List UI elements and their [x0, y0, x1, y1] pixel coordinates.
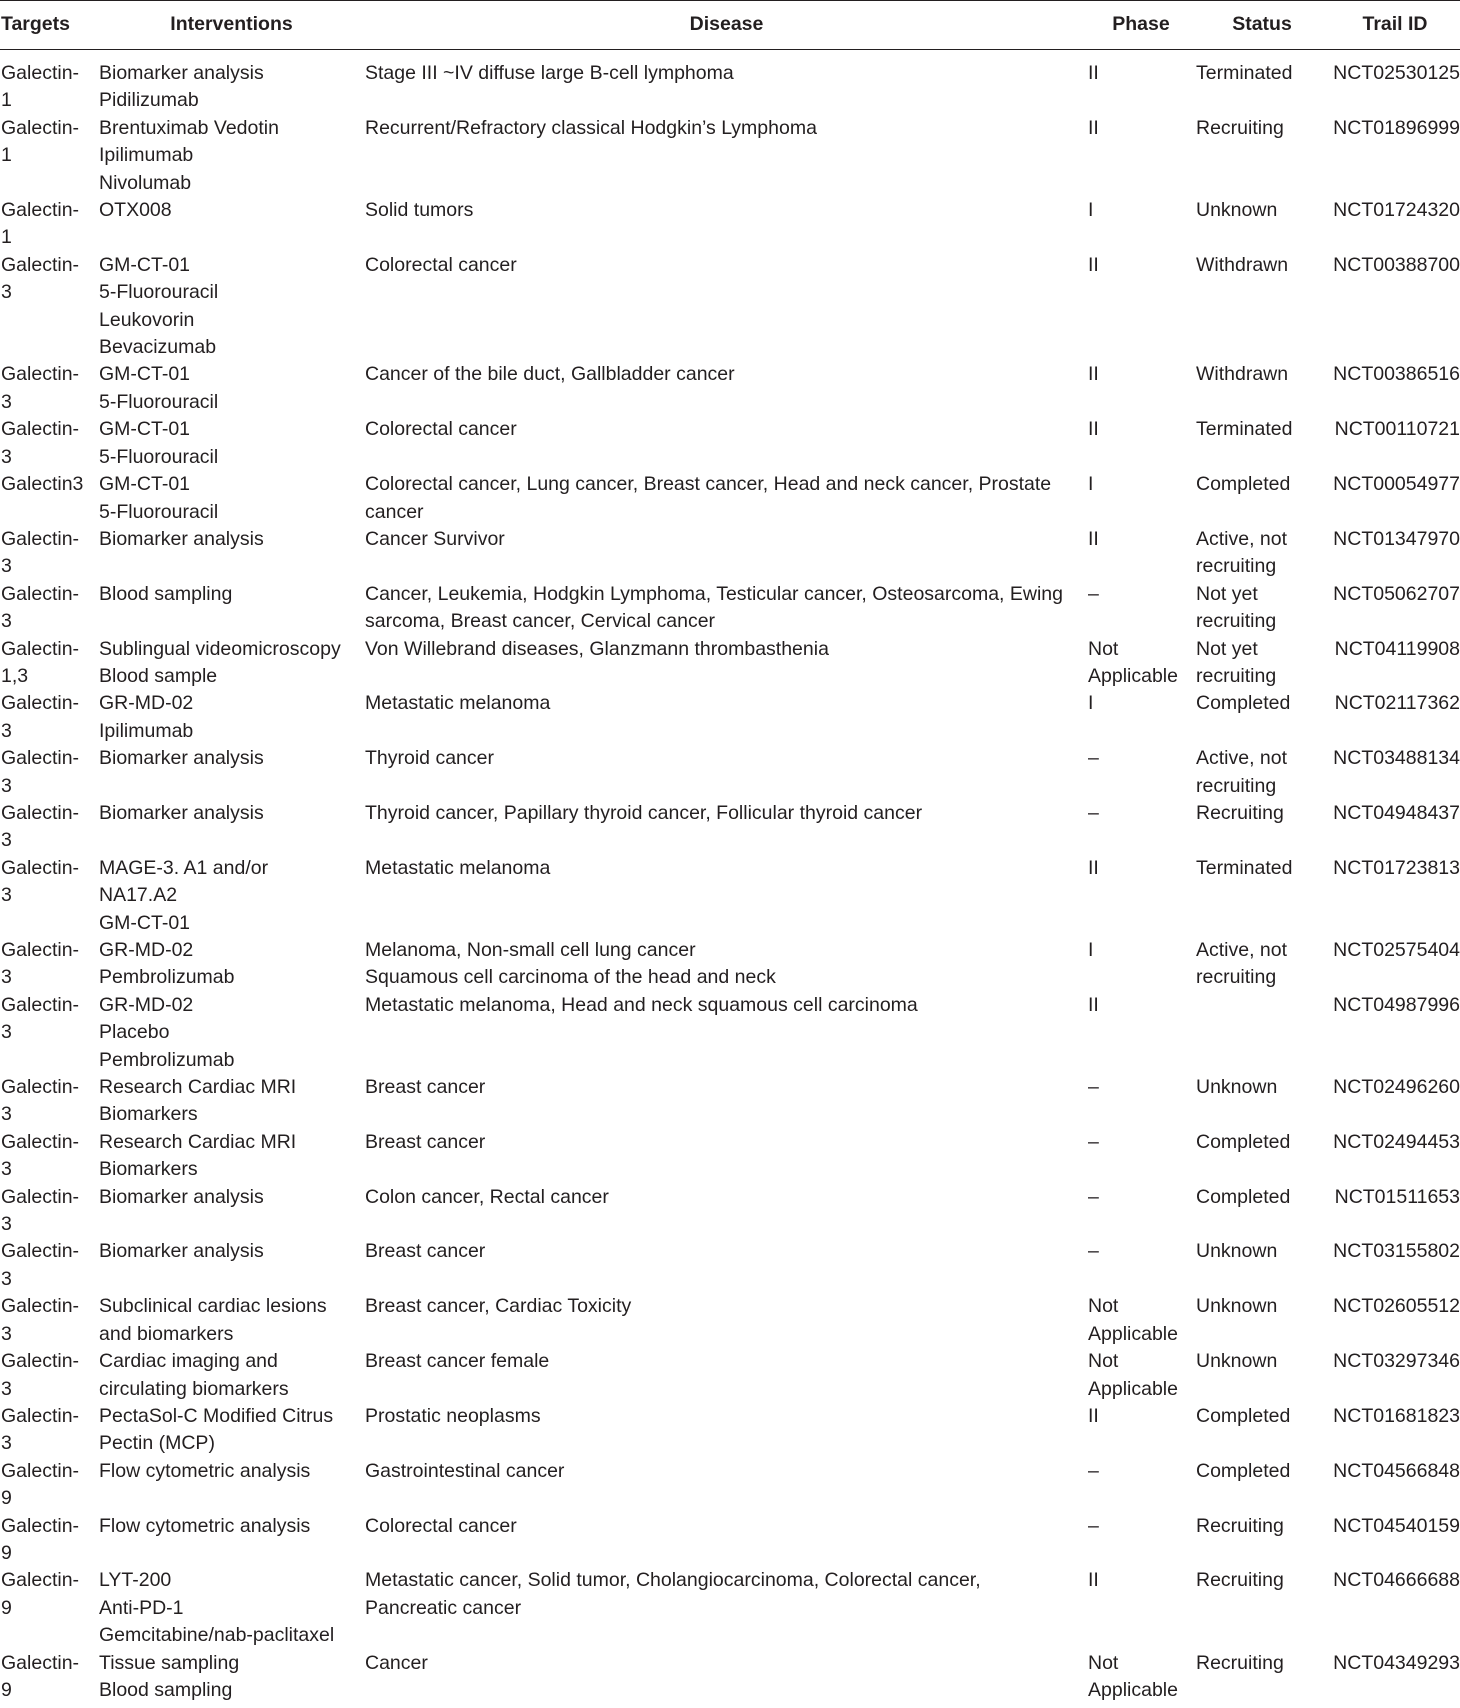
cell-target: Galectin3 — [1, 473, 84, 496]
cell-status: Recruiting — [1196, 801, 1284, 824]
table-row — [0, 581, 1460, 636]
cell-target: Galectin- 3 — [1, 801, 80, 852]
table-row — [0, 1238, 1460, 1293]
cell-target: Galectin- 3 — [1, 527, 80, 578]
cell-target: Galectin- 1 — [1, 116, 80, 167]
cell-interventions: Biomarker analysis — [99, 527, 264, 550]
cell-target: Galectin- 3 — [1, 939, 80, 989]
cell-phase: II — [1088, 116, 1099, 139]
cell-phase: Not Applicable — [1088, 1651, 1178, 1701]
cell-target: Galectin- 9 — [1, 1514, 80, 1564]
cell-disease: Gastrointestinal cancer — [365, 1459, 565, 1482]
cell-interventions: Research Cardiac MRI Biomarkers — [99, 1130, 297, 1181]
table-row — [0, 800, 1460, 855]
cell-interventions: Brentuximab Vedotin Ipilimumab Nivolumab — [99, 116, 279, 194]
header-disease: Disease — [365, 1, 1088, 50]
cell-interventions: PectaSol-C Modified Citrus Pectin (MCP) — [99, 1404, 334, 1455]
cell-target: Galectin- 3 — [1, 582, 80, 633]
cell-status: Completed — [1196, 1130, 1291, 1153]
cell-disease: Solid tumors — [365, 199, 474, 222]
cell-phase: II — [1088, 62, 1099, 84]
cell-trial-id: NCT03155802 — [1333, 1240, 1460, 1263]
cell-phase: – — [1088, 1130, 1099, 1153]
cell-target: Galectin- 3 — [1, 253, 80, 304]
cell-disease: Colorectal cancer, Lung cancer, Breast cancer, Head and neck cancer, Prostate cancer — [365, 473, 1052, 523]
table-row — [0, 1458, 1460, 1513]
cell-trial-id: NCT02530125 — [1333, 62, 1460, 84]
cell-trial-id: NCT04349293 — [1333, 1651, 1460, 1674]
cell-phase: II — [1088, 856, 1099, 879]
cell-trial-id: NCT02605512 — [1333, 1295, 1460, 1318]
table-row — [0, 855, 1460, 937]
cell-phase: I — [1088, 199, 1094, 222]
cell-interventions: MAGE-3. A1 and/or NA17.A2 GM-CT-01 — [99, 856, 269, 934]
cell-status: Unknown — [1196, 1076, 1278, 1099]
cell-phase: Not Applicable — [1088, 637, 1178, 687]
cell-status: Recruiting — [1196, 116, 1284, 139]
cell-interventions: GM-CT-01 5-Fluorouracil — [99, 473, 219, 523]
table-row — [0, 1074, 1460, 1129]
header-interventions: Interventions — [98, 1, 365, 50]
cell-status: Completed — [1196, 692, 1291, 715]
cell-target: Galectin- 3 — [1, 1404, 80, 1455]
cell-disease: Colorectal cancer — [365, 418, 517, 441]
cell-disease: Colorectal cancer — [365, 1514, 517, 1537]
cell-target: Galectin- 3 — [1, 1185, 80, 1236]
cell-interventions: Flow cytometric analysis — [99, 1514, 311, 1537]
table-row — [0, 252, 1460, 362]
cell-target: Galectin- 3 — [1, 1076, 80, 1126]
cell-trial-id: NCT01681823 — [1333, 1404, 1460, 1427]
cell-interventions: GR-MD-02 Pembrolizumab — [99, 939, 235, 989]
cell-target: Galectin- 3 — [1, 747, 80, 797]
cell-status: Completed — [1196, 473, 1291, 496]
cell-disease: Breast cancer — [365, 1076, 486, 1099]
cell-interventions: GM-CT-01 5-Fluorouracil Leukovorin Bevacizumab — [99, 253, 219, 359]
cell-phase: – — [1088, 1076, 1099, 1099]
cell-interventions: Biomarker analysis — [99, 801, 264, 824]
table-row — [0, 1293, 1460, 1348]
cell-status: Terminated — [1196, 418, 1293, 441]
table-row — [0, 50, 1460, 115]
cell-interventions: Tissue sampling Blood sampling — [99, 1651, 240, 1701]
table-row — [0, 471, 1460, 526]
table-row — [0, 416, 1460, 471]
cell-status: Unknown — [1196, 199, 1278, 222]
cell-status: Recruiting — [1196, 1569, 1284, 1592]
cell-trial-id: NCT04948437 — [1333, 801, 1460, 824]
header-trial-id: Trail ID — [1330, 1, 1460, 50]
cell-status: Completed — [1196, 1459, 1291, 1482]
cell-target: Galectin- 1 — [1, 62, 80, 112]
cell-disease: Cancer Survivor — [365, 527, 505, 550]
table-row — [0, 992, 1460, 1074]
cell-trial-id: NCT02496260 — [1333, 1076, 1460, 1099]
cell-status: Not yet recruiting — [1196, 637, 1277, 687]
cell-disease: Cancer — [365, 1651, 428, 1674]
table-row — [0, 937, 1460, 992]
cell-interventions: Sublingual videomicroscopy Blood sample — [99, 637, 341, 687]
cell-phase: – — [1088, 1459, 1099, 1482]
cell-status: Recruiting — [1196, 1651, 1284, 1674]
cell-status: Active, not recruiting — [1196, 747, 1288, 797]
cell-disease: Breast cancer, Cardiac Toxicity — [365, 1295, 632, 1318]
table-row — [0, 636, 1460, 691]
cell-phase: II — [1088, 253, 1099, 276]
cell-target: Galectin- 3 — [1, 856, 80, 907]
cell-disease: Cancer of the bile duct, Gallbladder cancer — [365, 363, 735, 386]
header-phase: Phase — [1088, 1, 1194, 50]
cell-trial-id: NCT05062707 — [1333, 582, 1460, 605]
cell-trial-id: NCT04119908 — [1334, 637, 1460, 660]
cell-trial-id: NCT04987996 — [1333, 993, 1460, 1016]
cell-status: Withdrawn — [1196, 363, 1289, 386]
cell-disease: Metastatic cancer, Solid tumor, Cholangiocarcinoma, Colorectal cancer, Pancreatic cancer — [365, 1569, 981, 1619]
cell-disease: Metastatic melanoma — [365, 692, 551, 715]
cell-phase: I — [1088, 692, 1094, 715]
cell-phase: – — [1088, 1240, 1099, 1263]
cell-phase: II — [1088, 418, 1099, 441]
cell-disease: Stage III ~IV diffuse large B-cell lymphoma — [365, 62, 734, 84]
cell-trial-id: NCT01723813 — [1333, 856, 1460, 879]
cell-disease: Thyroid cancer, Papillary thyroid cancer, Follicular thyroid cancer — [365, 801, 923, 824]
cell-interventions: Cardiac imaging and circulating biomarkers — [99, 1350, 289, 1400]
table-row — [0, 361, 1460, 416]
cell-interventions: Biomarker analysis — [99, 747, 264, 770]
header-targets: Targets — [0, 1, 98, 50]
cell-phase: II — [1088, 993, 1099, 1016]
cell-target: Galectin- 9 — [1, 1569, 80, 1619]
cell-trial-id: NCT04540159 — [1333, 1514, 1460, 1537]
cell-interventions: OTX008 — [99, 199, 172, 222]
cell-status: Completed — [1196, 1185, 1291, 1208]
cell-status: Terminated — [1196, 62, 1293, 84]
cell-disease: Breast cancer — [365, 1130, 486, 1153]
cell-phase: – — [1088, 582, 1099, 605]
cell-disease: Breast cancer female — [365, 1350, 550, 1373]
cell-target: Galectin- 3 — [1, 1295, 80, 1345]
cell-trial-id: NCT04666688 — [1333, 1569, 1460, 1592]
cell-interventions: Biomarker analysis — [99, 1185, 264, 1208]
cell-phase: – — [1088, 1185, 1099, 1208]
cell-disease: Melanoma, Non-small cell lung cancer Squamous cell carcinoma of the head and neck — [365, 939, 776, 989]
cell-phase: – — [1088, 801, 1099, 824]
cell-target: Galectin- 3 — [1, 692, 80, 742]
cell-phase: II — [1088, 1569, 1099, 1592]
cell-disease: Von Willebrand diseases, Glanzmann thrombasthenia — [365, 637, 829, 660]
table-row — [0, 1567, 1460, 1649]
cell-phase: I — [1088, 473, 1094, 496]
table-row — [0, 745, 1460, 800]
table-row — [0, 115, 1460, 197]
table-row — [0, 1184, 1460, 1239]
cell-status: Recruiting — [1196, 1514, 1284, 1537]
cell-trial-id: NCT00054977 — [1333, 473, 1460, 496]
cell-status: Withdrawn — [1196, 253, 1289, 276]
cell-status: Unknown — [1196, 1240, 1278, 1263]
cell-target: Galectin- 3 — [1, 1240, 80, 1290]
cell-disease: Metastatic melanoma, Head and neck squamous cell carcinoma — [365, 993, 918, 1016]
cell-trial-id: NCT02575404 — [1333, 939, 1460, 961]
cell-interventions: GR-MD-02 Ipilimumab — [99, 692, 194, 742]
cell-phase: Not Applicable — [1088, 1350, 1178, 1400]
cell-interventions: Biomarker analysis — [99, 1240, 264, 1263]
cell-trial-id: NCT03297346 — [1333, 1350, 1460, 1373]
cell-disease: Breast cancer — [365, 1240, 486, 1263]
cell-trial-id: NCT01347970 — [1333, 527, 1460, 550]
cell-target: Galectin- 1,3 — [1, 637, 80, 687]
table-row — [0, 1513, 1460, 1568]
cell-disease: Metastatic melanoma — [365, 856, 551, 879]
cell-trial-id: NCT04566848 — [1333, 1459, 1460, 1482]
table-row — [0, 1129, 1460, 1184]
cell-interventions: GM-CT-01 5-Fluorouracil — [99, 363, 219, 413]
table-header — [0, 1, 1460, 50]
cell-phase: – — [1088, 747, 1099, 770]
cell-status: Active, not recruiting — [1196, 527, 1288, 578]
cell-phase: II — [1088, 1404, 1099, 1427]
cell-phase: II — [1088, 527, 1099, 550]
cell-disease: Colorectal cancer — [365, 253, 517, 276]
table-row — [0, 197, 1460, 252]
cell-status: Not yet recruiting — [1196, 582, 1277, 633]
table-row — [0, 1403, 1460, 1458]
table-row — [0, 1650, 1460, 1705]
cell-status: Unknown — [1196, 1295, 1278, 1318]
cell-disease: Prostatic neoplasms — [365, 1404, 541, 1427]
cell-trial-id: NCT01896999 — [1333, 116, 1460, 139]
table-row — [0, 1348, 1460, 1403]
cell-phase: II — [1088, 363, 1099, 386]
header-status: Status — [1194, 1, 1330, 50]
cell-interventions: GM-CT-01 5-Fluorouracil — [99, 418, 219, 468]
cell-trial-id: NCT02494453 — [1333, 1130, 1460, 1153]
cell-interventions: LYT-200 Anti-PD-1 Gemcitabine/nab-paclitaxel — [99, 1569, 335, 1647]
cell-trial-id: NCT01724320 — [1333, 199, 1460, 222]
cell-trial-id: NCT00386516 — [1333, 363, 1460, 386]
cell-target: Galectin- 3 — [1, 418, 80, 468]
table-body — [0, 50, 1460, 1705]
cell-status: Completed — [1196, 1404, 1291, 1427]
cell-phase: Not Applicable — [1088, 1295, 1178, 1345]
cell-target: Galectin- 3 — [1, 1350, 80, 1400]
cell-interventions: Flow cytometric analysis — [99, 1459, 311, 1482]
cell-target: Galectin- 9 — [1, 1651, 80, 1701]
cell-trial-id: NCT00110721 — [1334, 418, 1460, 441]
cell-disease: Cancer, Leukemia, Hodgkin Lymphoma, Testicular cancer, Osteosarcoma, Ewing sarcoma, Breast cancer, Cervical cancer — [365, 582, 1064, 633]
cell-target: Galectin- 3 — [1, 993, 80, 1044]
cell-target: Galectin- 3 — [1, 1130, 80, 1181]
table-row — [0, 690, 1460, 745]
cell-disease: Thyroid cancer — [365, 747, 494, 770]
cell-status: Terminated — [1196, 856, 1293, 879]
cell-phase: – — [1088, 1514, 1099, 1537]
cell-interventions: Blood sampling — [99, 582, 233, 605]
cell-disease: Recurrent/Refractory classical Hodgkin’s Lymphoma — [365, 116, 817, 139]
cell-interventions: Research Cardiac MRI Biomarkers — [99, 1076, 297, 1126]
cell-interventions: Biomarker analysis Pidilizumab — [99, 62, 264, 112]
cell-phase: I — [1088, 939, 1094, 961]
table-row — [0, 526, 1460, 581]
cell-trial-id: NCT02117362 — [1334, 692, 1460, 715]
cell-target: Galectin- 9 — [1, 1459, 80, 1510]
cell-trial-id: NCT00388700 — [1333, 253, 1460, 276]
cell-interventions: Subclinical cardiac lesions and biomarkers — [99, 1295, 327, 1345]
cell-status — [1194, 992, 1330, 1074]
cell-disease: Colon cancer, Rectal cancer — [365, 1185, 609, 1208]
cell-interventions: GR-MD-02 Placebo Pembrolizumab — [99, 993, 235, 1071]
header-row — [0, 1, 1460, 50]
cell-status: Unknown — [1196, 1350, 1278, 1373]
cell-target: Galectin- 1 — [1, 199, 80, 249]
cell-target: Galectin- 3 — [1, 363, 80, 413]
cell-status: Active, not recruiting — [1196, 939, 1288, 989]
cell-trial-id: NCT03488134 — [1333, 747, 1460, 770]
cell-trial-id: NCT01511653 — [1334, 1185, 1460, 1208]
